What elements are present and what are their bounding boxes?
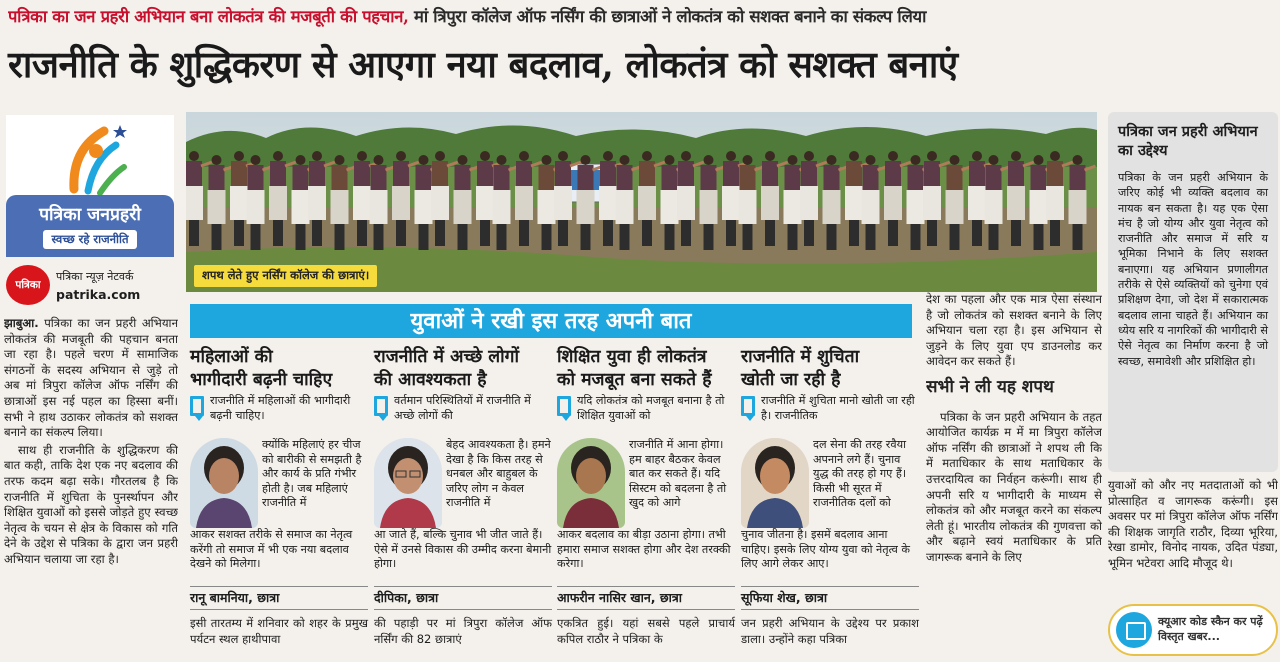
quote-text-bottom: चुनाव जीतना है। इसमें बदलाव आना चाहिए। इसके लिए योग्य युवा को नेतृत्व के लिए आगे लेकर आए। — [741, 528, 910, 571]
quote-byline: रानू बामनिया, छात्रा — [190, 586, 368, 610]
quote-text-top: यदि लोकतंत्र को मजबूत बनाना है तो शिक्षित युवाओं को — [577, 394, 725, 422]
quote-text-side: दल सेना की तरह रवैया अपनाने लगे हैं। चुनाव युद्ध की तरह हो गए हैं। किसी भी सूरत में राजनीतिक दलों को — [813, 438, 907, 510]
quote-text-bottom: आ जाते हैं, बल्कि चुनाव भी जीत जाते हैं। ऐसे में उनसे विकास की उम्मीद करना बेमानी होगा। — [374, 528, 552, 571]
campaign-purpose-box — [1108, 112, 1278, 472]
news-network — [6, 265, 182, 309]
quote-text-top: वर्तमान परिस्थितियों में राजनीति में अच्छे लोगों की — [394, 394, 531, 422]
kicker-red: पत्रिका का जन प्रहरी अभियान बना लोकतंत्र की मजबूती की पहचान, — [8, 7, 409, 26]
sidebar-title: पत्रिका जन प्रहरी अभियान का उद्देश्य — [1118, 123, 1258, 159]
quote-heading: राजनीति में शुचिता खोती जा रही है — [741, 347, 860, 390]
portrait-photo — [557, 438, 625, 528]
quote-body — [190, 394, 368, 571]
right-paragraph-2: पत्रिका के जन प्रहरी अभियान के तहत आयोजित कार्यक्र म में मा त्रिपुरा कॉलेज ऑफ नर्सिंग की छात्राओं ने शपथ ली कि में मताधिकार के साथ मताधिकार के उत्तरदायित्व का निर्वहन करूंगी। साथ ही अपनी सरि य भागीदारी के माध्यम से लोकतंत्र को और मजबूत करने का संकल्प लेती हूं। भारतीय लोकतंत्र की गुणवत्ता को और बढ़ाने स्वयं मताधिकार के प्रति जागरूक बनाने के लिए — [926, 409, 1102, 564]
quote-item-4 — [741, 346, 919, 646]
qr-prompt[interactable] — [1108, 604, 1278, 656]
logo-tagline: स्वच्छ रहे राजनीति — [43, 230, 136, 249]
kicker-line — [8, 4, 1272, 30]
quote-byline: दीपिका, छात्रा — [374, 586, 552, 610]
portrait-photo — [190, 438, 258, 528]
portrait-photo — [374, 438, 442, 528]
far-right-paragraph: युवाओं को और नए मतदाताओं को भी प्रोत्साहित व जागरूक करूंगी। इस अवसर पर मां त्रिपुरा कॉलेज ऑफ नर्सिंग की शिक्षक जागृति राठौर, दिव्या भूरिया, रेखा डामोर, विनोद नायक, उदित पंड्या, भूमिन भटेवरा आदि मौजूद थे। — [1108, 478, 1278, 570]
quote-text-bottom: आकर बदलाव का बीड़ा उठाना होगा। तभी हमारा समाज सशक्त होगा और देश तरक्की करेगा। — [557, 528, 731, 571]
quote-item-2 — [374, 346, 552, 646]
network-site: patrika.com — [56, 287, 141, 302]
page-headline: राजनीति के शुद्धिकरण से आएगा नया बदलाव, लोकतंत्र को सशक्त बनाएं — [8, 43, 958, 86]
dateline: झाबुआ. — [4, 316, 39, 330]
lead-paragraph-2: साथ ही राजनीति के शुद्धिकरण की बात कही, ताकि देश एक नए बदलाव की तरफ कदम बढ़ा सके। गौरतलब है कि राजनीति में शुचिता के पुनर्स्थापन और शिक्षित युवाओं को इससे जोड़ते हुए स्वच्छ नेतृत्व के चयन से क्षेत्र के विकास को गति देने के उद्देश से पत्रिका के द्वारा जन प्रहरी अभियान चलाया जा रहा है। — [4, 442, 178, 566]
patrika-badge: पत्रिका — [6, 265, 50, 305]
logo-title: पत्रिका जनप्रहरी — [39, 205, 141, 225]
lead-paragraph-1: पत्रिका का जन प्रहरी अभियान लोकतंत्र की मजबूती की पहचान बनता जा रहा है। पहले चरण में सामाजिक संगठनों के सदस्य अभियान से जुड़े तो अब मां त्रिपुरा कॉलेज ऑफ नर्सिंग की छात्राओं इस नई पहल का हिस्सा बनीं। सभी ने हाथ उठाकर लोकतंत्र को सशक्त बनाने का संकल्प लिया। — [4, 316, 178, 440]
qr-prompt-text: क्यूआर कोड स्कैन कर पढ़ें विस्तृत खबर... — [1158, 615, 1263, 643]
lead-column — [4, 316, 178, 660]
quote-icon — [741, 396, 755, 416]
kicker-black: मां त्रिपुरा कॉलेज ऑफ नर्सिंग की छात्राओं ने लोकतंत्र को सशक्त बनाने का संकल्प लिया — [408, 7, 927, 26]
quote-body — [374, 394, 552, 571]
logo-banner — [6, 195, 174, 257]
right-column — [926, 292, 1102, 662]
quote-body — [557, 394, 735, 571]
quote-icon — [374, 396, 388, 416]
quote-icon — [190, 396, 204, 416]
story-continuation: एकत्रित हुई। यहां सबसे पहले प्राचार्य कपिल राठौर ने पत्रिका के — [557, 616, 735, 646]
quote-icon — [557, 396, 571, 416]
right-paragraph-1: देश का पहला और एक मात्र ऐसा संस्थान है जो लोकतंत्र को सशक्त बनाने के लिए अभियान चला रहा है। इस अभियान से जुड़ने के लिए युवा एप डाउनलोड कर आवेदन कर सकते हैं। — [926, 292, 1102, 369]
photo-caption: शपथ लेते हुए नर्सिंग कॉलेज की छात्राएं। — [194, 265, 377, 287]
quote-byline: आफरीन नासिर खान, छात्रा — [557, 586, 735, 610]
quote-heading: राजनीति में अच्छे लोगों की आवश्यकता है — [374, 347, 520, 390]
story-continuation: की पहाड़ी पर मां त्रिपुरा कॉलेज ऑफ नर्सिंग की 82 छात्राएं — [374, 616, 552, 646]
section-banner: युवाओं ने रखी इस तरह अपनी बात — [190, 304, 912, 338]
quote-text-bottom: आकर सशक्त तरीके से समाज का नेतृत्व करेंगी तो समाज में भी एक नया बदलाव देखने को मिलेगा। — [190, 528, 353, 571]
quote-text-side: राजनीति में आना होगा। हम बाहर बैठकर केवल बात कर सकते हैं। यदि सिस्टम को बदलना है तो खुद को आगे — [629, 438, 727, 510]
portrait-photo — [741, 438, 809, 528]
subhead-oath: सभी ने ली यह शपथ — [926, 376, 1054, 397]
quote-text-top: राजनीति में शुचिता मानो खोती जा रही है। राजनीतिक — [761, 394, 915, 422]
quote-text-side: क्योंकि महिलाएं हर चीज को बारीकी से समझती है और कार्य के प्रति गंभीर होती है। जब महिलाएं राजनीति में — [262, 438, 362, 510]
network-name: पत्रिका न्यूज़ नेटवर्क — [56, 270, 134, 283]
quote-item-3 — [557, 346, 735, 646]
story-continuation: इसी तारतम्य में शनिवार को शहर के प्रमुख पर्यटन स्थल हाथीपावा — [190, 616, 368, 646]
quote-byline: सूफिया शेख, छात्रा — [741, 586, 919, 610]
quote-body — [741, 394, 919, 571]
quote-heading: शिक्षित युवा ही लोकतंत्र को मजबूत बना सकते हैं — [557, 347, 712, 390]
janprahari-logo — [6, 115, 174, 257]
logo-swoosh-icon — [54, 119, 134, 199]
sidebar-body: पत्रिका के जन प्रहरी अभियान के जरिए कोई भी व्यक्ति बदलाव का नायक बन सकता है। यह एक ऐसा मंच है जो योग्य और युवा नेतृत्व को राजनीति और समाज में सरि य भूमिका निभाने के लिए सशक्त बनाएगा। यह अभियान प्रणालीगत तरीके से ऐसे व्यक्तियों को चुनेगा एवं प्रशिक्षण देगा, जो देश में सकारात्मक बदलाव लाना चाहते हैं। अभियान का ध्येय सरि य नागरिकों की भागीदारी से ऐसे नेतृत्व का निर्माण करना है जो स्वच्छ, समावेशी और प्रशिक्षित हो। — [1118, 171, 1268, 368]
far-right-column — [1108, 478, 1278, 600]
quote-heading: महिलाओं की भागीदारी बढ़नी चाहिए — [190, 347, 333, 390]
quote-text-top: राजनीति में महिलाओं की भागीदारी बढ़नी चाहिए। — [210, 394, 351, 422]
qr-scan-icon — [1116, 612, 1152, 648]
quote-text-side: बेहद आवश्यकता है। हमने देखा है कि किस तरह से धनबल और बाहुबल के जरिए लोग न केवल राजनीति में — [446, 438, 551, 510]
quote-item-1 — [190, 346, 368, 646]
story-continuation: जन प्रहरी अभियान के उद्देश्य पर प्रकाश डाला। उन्होंने कहा पत्रिका — [741, 616, 919, 646]
